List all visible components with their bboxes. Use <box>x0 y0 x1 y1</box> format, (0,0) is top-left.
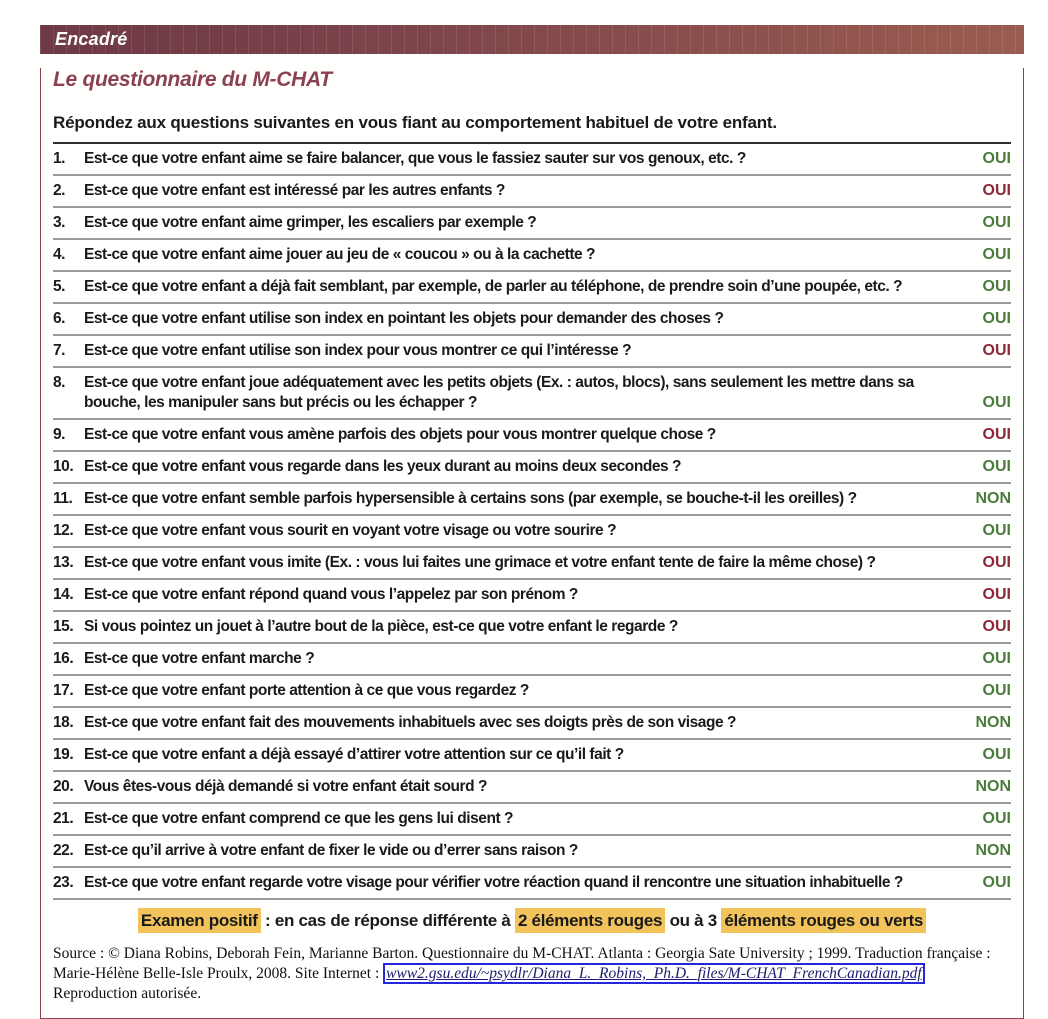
question-row <box>53 368 1011 420</box>
question-text: Est-ce que votre enfant vous imite (Ex. : vous lui faites une grimace et votre enfant tente de faire la même chose) ? <box>84 554 876 571</box>
question-number: 5. <box>53 278 66 295</box>
question-text: Si vous pointez un jouet à l’autre bout de la pièce, est-ce que votre enfant le regarde ? <box>84 618 678 635</box>
answer-value: OUI <box>982 150 1011 167</box>
answer-value: OUI <box>982 278 1011 295</box>
question-text: Est-ce que votre enfant marche ? <box>84 650 315 667</box>
question-row <box>53 868 1011 900</box>
answer-value: OUI <box>982 682 1011 699</box>
question-text: Est-ce que votre enfant vous sourit en voyant votre visage ou votre sourire ? <box>84 522 617 539</box>
question-row <box>53 484 1011 516</box>
instruction-text: Répondez aux questions suivantes en vous fiant au comportement habituel de votre enfant. <box>53 113 1011 144</box>
question-row <box>53 740 1011 772</box>
question-number: 8. <box>53 374 66 391</box>
question-text: Est-ce qu’il arrive à votre enfant de fixer le vide ou d’errer sans raison ? <box>84 842 578 859</box>
answer-value: OUI <box>982 618 1011 635</box>
answer-value: OUI <box>982 874 1011 891</box>
question-row <box>53 804 1011 836</box>
question-row <box>53 676 1011 708</box>
rule-segment: : en cas de réponse différente à <box>260 911 515 930</box>
question-row <box>53 612 1011 644</box>
question-number: 21. <box>53 810 74 827</box>
question-row <box>53 272 1011 304</box>
question-text: Est-ce que votre enfant semble parfois hypersensible à certains sons (par exemple, se bouche-t-il les oreilles) ? <box>84 490 857 507</box>
question-row <box>53 644 1011 676</box>
box-header-bar <box>40 25 1024 54</box>
question-text: Est-ce que votre enfant fait des mouvements inhabituels avec ses doigts près de son visage ? <box>84 714 737 731</box>
positive-screen-rule <box>53 908 1011 934</box>
question-text: Est-ce que votre enfant répond quand vous l’appelez par son prénom ? <box>84 586 578 603</box>
answer-value: OUI <box>982 810 1011 827</box>
question-number: 3. <box>53 214 66 231</box>
encadre-box <box>40 25 1024 1019</box>
question-number: 23. <box>53 874 74 891</box>
answer-value: OUI <box>982 586 1011 603</box>
question-text: Est-ce que votre enfant aime grimper, les escaliers par exemple ? <box>84 214 537 231</box>
question-number: 11. <box>53 490 73 507</box>
question-row <box>53 836 1011 868</box>
question-text: Est-ce que votre enfant joue adéquatement avec les petits objets (Ex. : autos, blocs), sans seulement les mettre dans sa bouche, les manipuler sans but précis ou les échapper ? <box>84 374 914 411</box>
question-number: 22. <box>53 842 74 859</box>
highlighted-rule-segment: Examen positif <box>138 908 261 933</box>
answer-value: OUI <box>982 394 1011 411</box>
question-number: 15. <box>53 618 74 635</box>
question-text: Est-ce que votre enfant regarde votre visage pour vérifier votre réaction quand il rencontre une situation inhabituelle ? <box>84 874 903 891</box>
question-text: Est-ce que votre enfant utilise son index en pointant les objets pour demander des choses ? <box>84 310 724 327</box>
question-number: 14. <box>53 586 74 603</box>
question-row <box>53 208 1011 240</box>
question-row <box>53 708 1011 740</box>
question-number: 7. <box>53 342 66 359</box>
answer-value: NON <box>975 714 1011 731</box>
source-note <box>53 944 1011 1004</box>
box-header-label: Encadré <box>55 29 128 49</box>
answer-value: OUI <box>982 182 1011 199</box>
answer-value: OUI <box>982 746 1011 763</box>
question-number: 19. <box>53 746 74 763</box>
question-row <box>53 516 1011 548</box>
answer-value: OUI <box>982 554 1011 571</box>
question-text: Est-ce que votre enfant porte attention à ce que vous regardez ? <box>84 682 529 699</box>
answer-value: NON <box>975 490 1011 507</box>
question-number: 20. <box>53 778 74 795</box>
answer-value: NON <box>975 778 1011 795</box>
question-row <box>53 144 1011 176</box>
question-row <box>53 336 1011 368</box>
answer-value: OUI <box>982 214 1011 231</box>
answer-value: OUI <box>982 458 1011 475</box>
question-row <box>53 772 1011 804</box>
source-text-before: Source : © Diana Robins, Deborah Fein, Marianne Barton. Questionnaire du M-CHAT. Atlanta : Georgia Sate University ; 1999. Traduction française : Marie-Hélène Belle-Isle Proulx, 2008. Site Internet : <box>53 945 991 982</box>
question-text: Est-ce que votre enfant comprend ce que les gens lui disent ? <box>84 810 514 827</box>
answer-value: OUI <box>982 426 1011 443</box>
question-row <box>53 176 1011 208</box>
question-text: Est-ce que votre enfant vous regarde dans les yeux durant au moins deux secondes ? <box>84 458 682 475</box>
question-text: Est-ce que votre enfant est intéressé par les autres enfants ? <box>84 182 505 199</box>
question-number: 4. <box>53 246 66 263</box>
questions-list <box>53 144 1011 900</box>
question-row <box>53 240 1011 272</box>
box-content <box>40 68 1024 1019</box>
question-number: 2. <box>53 182 66 199</box>
answer-value: OUI <box>982 650 1011 667</box>
question-number: 9. <box>53 426 66 443</box>
question-text: Est-ce que votre enfant vous amène parfois des objets pour vous montrer quelque chose ? <box>84 426 716 443</box>
question-number: 18. <box>53 714 74 731</box>
page-title: Le questionnaire du M-CHAT <box>53 68 332 91</box>
question-text: Est-ce que votre enfant a déjà essayé d’attirer votre attention sur ce qu’il fait ? <box>84 746 624 763</box>
question-row <box>53 452 1011 484</box>
question-row <box>53 304 1011 336</box>
rule-segment: ou à 3 <box>665 911 722 930</box>
question-text: Est-ce que votre enfant aime jouer au jeu de « coucou » ou à la cachette ? <box>84 246 596 263</box>
question-row <box>53 420 1011 452</box>
question-text: Est-ce que votre enfant utilise son index pour vous montrer ce qui l’intéresse ? <box>84 342 632 359</box>
question-text: Est-ce que votre enfant a déjà fait semblant, par exemple, de parler au téléphone, de prendre soin d’une poupée, etc. ? <box>84 278 903 295</box>
question-number: 12. <box>53 522 74 539</box>
question-number: 17. <box>53 682 74 699</box>
answer-value: OUI <box>982 246 1011 263</box>
question-number: 6. <box>53 310 66 327</box>
source-url-link[interactable]: www2.gsu.edu/~psydlr/Diana_L._Robins,_Ph.D._files/M-CHAT_FrenchCanadian.pdf <box>383 963 925 984</box>
question-row <box>53 548 1011 580</box>
answer-value: NON <box>975 842 1011 859</box>
question-number: 13. <box>53 554 74 571</box>
source-text-after: Reproduction autorisée. <box>53 985 202 1002</box>
highlighted-rule-segment: 2 éléments rouges <box>515 908 665 933</box>
answer-value: OUI <box>982 522 1011 539</box>
question-row <box>53 580 1011 612</box>
question-text: Est-ce que votre enfant aime se faire balancer, que vous le fassiez sauter sur vos genoux, etc. ? <box>84 150 746 167</box>
answer-value: OUI <box>982 310 1011 327</box>
question-text: Vous êtes-vous déjà demandé si votre enfant était sourd ? <box>84 778 487 795</box>
question-number: 10. <box>53 458 74 475</box>
answer-value: OUI <box>982 342 1011 359</box>
highlighted-rule-segment: éléments rouges ou verts <box>721 908 926 933</box>
question-number: 1. <box>53 150 66 167</box>
question-number: 16. <box>53 650 74 667</box>
